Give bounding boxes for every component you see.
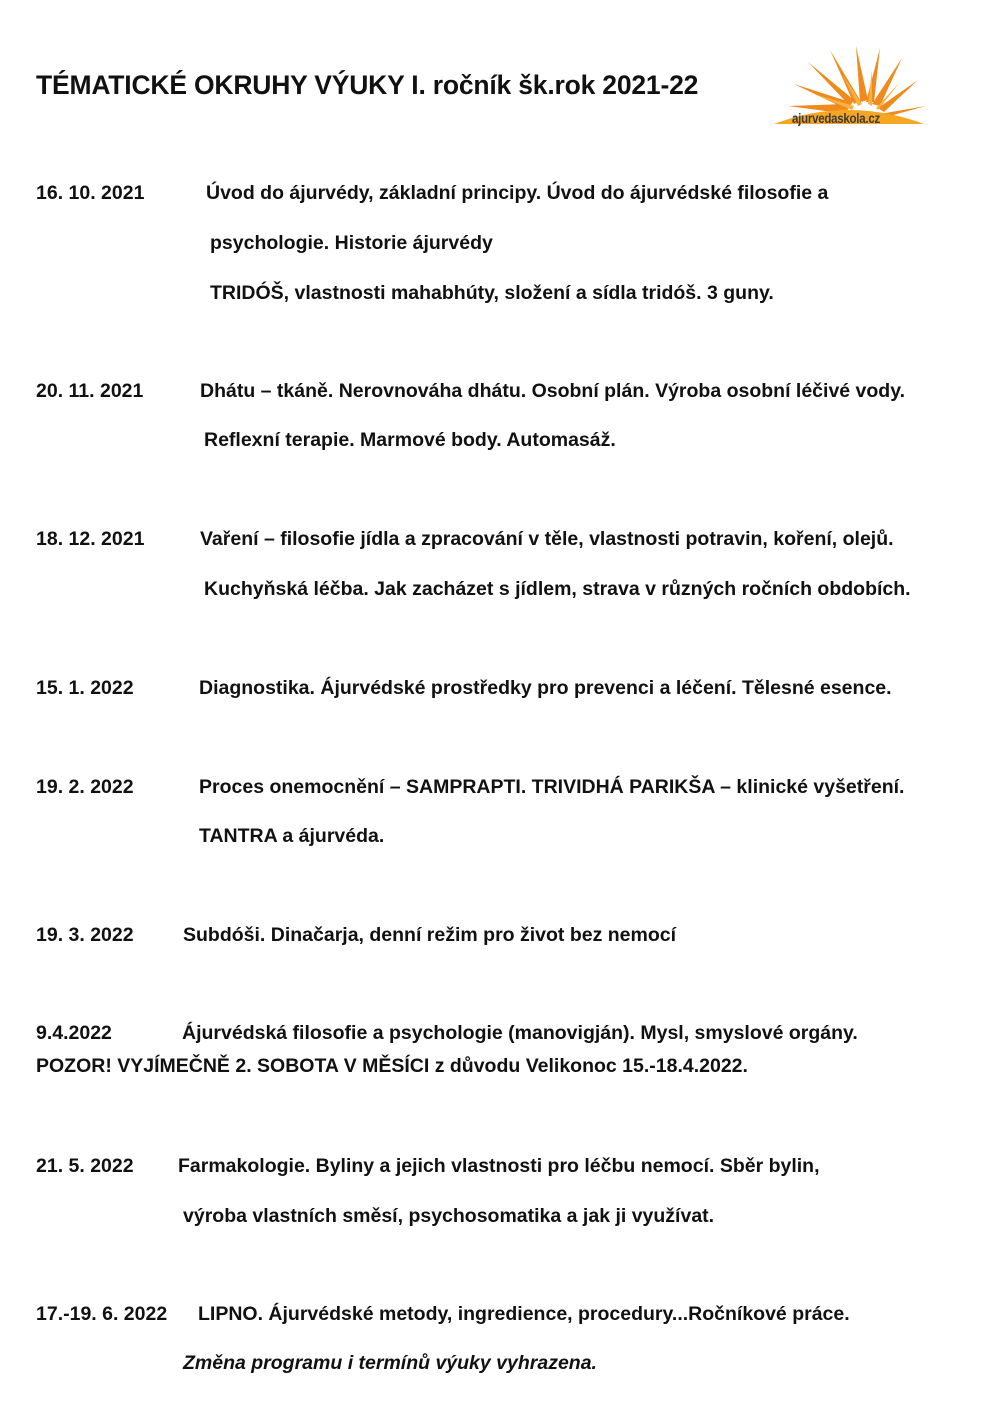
schedule-line: Ájurvédská filosofie a psychologie (manovigján). Mysl, smyslové orgány. xyxy=(182,1022,858,1044)
schedule-line: Farmakologie. Byliny a jejich vlastnosti pro léčbu nemocí. Sběr bylin, xyxy=(178,1155,820,1177)
schedule-date: 15. 1. 2022 xyxy=(36,677,134,699)
schedule-line: Vaření – filosofie jídla a zpracování v těle, vlastnosti potravin, koření, olejů. xyxy=(200,528,894,550)
schedule-date: 9.4.2022 xyxy=(36,1022,112,1044)
schedule-date: 17.-19. 6. 2022 xyxy=(36,1303,168,1325)
page-title: TÉMATICKÉ OKRUHY VÝUKY I. ročník šk.rok 2021-22 xyxy=(36,70,699,100)
logo-text: ajurvedaskola.cz xyxy=(792,110,880,126)
schedule-date: 16. 10. 2021 xyxy=(36,182,145,204)
schedule-line: TANTRA a ájurvéda. xyxy=(199,825,385,847)
footer-note: Změna programu i termínů výuky vyhrazena. xyxy=(183,1352,597,1374)
schedule-line: Subdóši. Dinačarja, denní režim pro život bez nemocí xyxy=(183,924,677,946)
schedule-line: TRIDÓŠ, vlastnosti mahabhúty, složení a sídla tridóš. 3 guny. xyxy=(210,282,774,304)
schedule-date: 18. 12. 2021 xyxy=(36,528,145,550)
schedule-line: Úvod do ájurvédy, základní principy. Úvod do ájurvédské filosofie a xyxy=(206,182,829,204)
schedule-line: LIPNO. Ájurvédské metody, ingredience, procedury...Ročníkové práce. xyxy=(198,1303,850,1325)
schedule-line: výroba vlastních směsí, psychosomatika a jak ji využívat. xyxy=(183,1205,715,1227)
schedule-line: Diagnostika. Ájurvédské prostředky pro prevenci a léčení. Tělesné esence. xyxy=(199,677,892,699)
schedule-line: Reflexní terapie. Marmové body. Automasáž. xyxy=(204,429,616,451)
schedule-date: 21. 5. 2022 xyxy=(36,1155,134,1177)
schedule-notice: POZOR! VYJÍMEČNĚ 2. SOBOTA V MĚSÍCI z důvodu Velikonoc 15.-18.4.2022. xyxy=(36,1055,748,1077)
schedule-date: 20. 11. 2021 xyxy=(36,380,144,402)
schedule-line: psychologie. Historie ájurvédy xyxy=(210,232,493,254)
schedule-line: Proces onemocnění – SAMPRAPTI. TRIVIDHÁ PARIKŠA – klinické vyšetření. xyxy=(199,776,905,798)
schedule-date: 19. 3. 2022 xyxy=(36,924,134,946)
schedule-line: Dhátu – tkáně. Nerovnováha dhátu. Osobní plán. Výroba osobní léčivé vody. xyxy=(200,380,906,402)
schedule-date: 19. 2. 2022 xyxy=(36,776,134,798)
schedule-line: Kuchyňská léčba. Jak zacházet s jídlem, strava v různých ročních obdobích. xyxy=(204,578,911,600)
